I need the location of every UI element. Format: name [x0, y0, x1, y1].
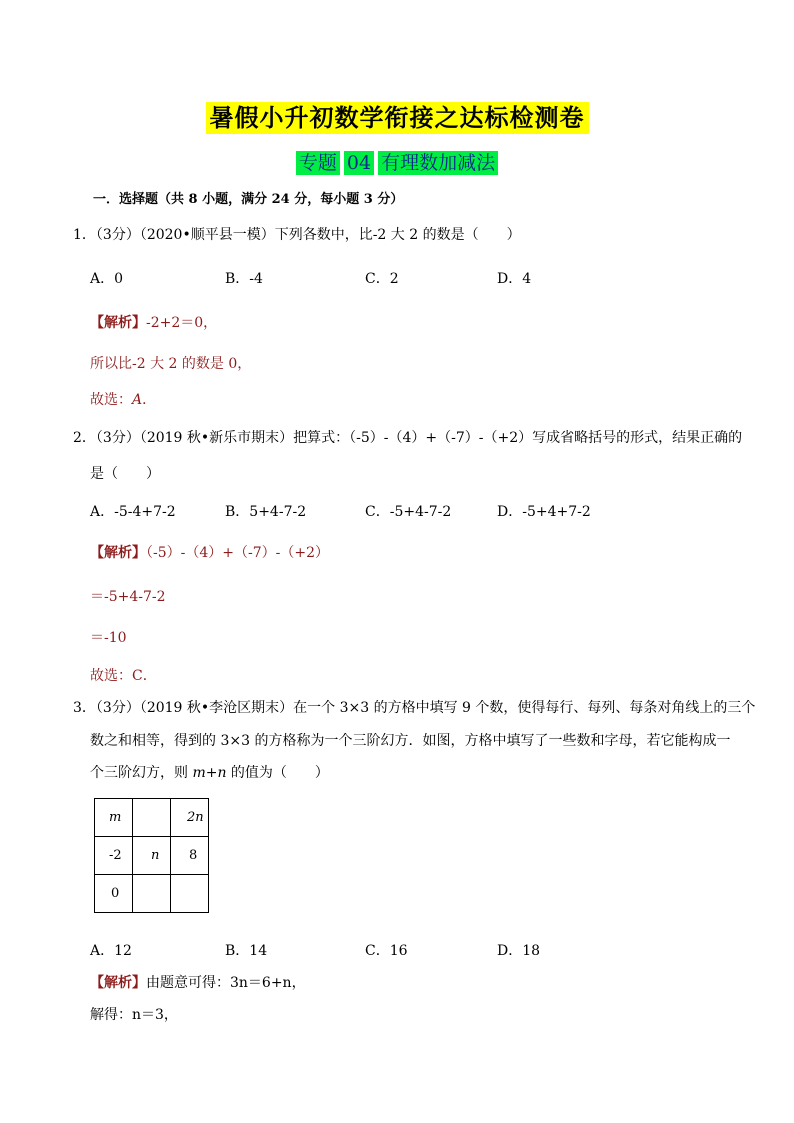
q1-option-d: D．4	[497, 271, 532, 287]
q3-stem-line3: 个三阶幻方，则 m+n 的值为（ ）	[90, 765, 329, 781]
q2-analysis-line3: ＝-10	[90, 630, 127, 646]
q2-analysis-line1: 【解析】（-5）-（4）+（-7）-（+2）	[90, 545, 330, 561]
q2-option-b: B．5+4-7-2	[225, 504, 307, 520]
subtitle-topic-number: 04	[344, 151, 374, 175]
grid-cell: m	[95, 799, 133, 837]
q1-analysis-line3: 故选：A．	[90, 392, 157, 408]
grid-row	[95, 799, 209, 837]
grid-cell	[133, 799, 171, 837]
grid-cell: n	[133, 837, 171, 875]
grid-row	[95, 837, 209, 875]
q3-option-a: A．12	[90, 943, 132, 959]
grid-cell: 2n	[171, 799, 209, 837]
q1-analysis-line1: 【解析】-2+2＝0，	[90, 315, 218, 331]
q2-analysis-line4: 故选：C．	[90, 668, 157, 684]
q1-stem: 1．（3分）（2020•顺平县一模）下列各数中，比-2 大 2 的数是（ ）	[73, 227, 521, 243]
page-subtitle	[0, 148, 794, 175]
q3-option-c: C．16	[365, 943, 408, 959]
grid-cell	[171, 875, 209, 913]
q2-option-d: D．-5+4+7-2	[497, 504, 591, 520]
grid-cell	[133, 875, 171, 913]
section-heading: 一．选择题（共 8 小题，满分 24 分，每小题 3 分）	[93, 192, 404, 207]
page-title: 暑假小升初数学衔接之达标检测卷	[0, 98, 794, 133]
q2-stem-line1: 2．（3分）（2019 秋•新乐市期末）把算式：（-5）-（4）+（-7）-（+2）写成省略括号的形式，结果正确的	[73, 430, 743, 446]
q1-analysis-line2: 所以比-2 大 2 的数是 0，	[90, 356, 252, 372]
q3-analysis-line1: 【解析】由题意可得：3n＝6+n，	[90, 975, 306, 991]
q3-analysis-line2: 解得：n＝3，	[90, 1007, 178, 1023]
q3-stem-line1: 3．（3分）（2019 秋•李沧区期末）在一个 3×3 的方格中填写 9 个数，使得每行、每列、每条对角线上的三个	[73, 700, 756, 716]
grid-cell: 8	[171, 837, 209, 875]
subtitle-topic-name: 有理数加减法	[378, 151, 498, 175]
q3-option-b: B．14	[225, 943, 268, 959]
q1-option-c: C．2	[365, 271, 399, 287]
q3-stem-line2: 数之和相等，得到的 3×3 的方格称为一个三阶幻方．如图，方格中填写了一些数和字母，若它能构成一	[90, 733, 731, 749]
grid-row	[95, 875, 209, 913]
grid-cell: 0	[95, 875, 133, 913]
magic-square-grid	[94, 798, 209, 913]
q2-stem-line2: 是（ ）	[90, 466, 160, 482]
grid-cell: -2	[95, 837, 133, 875]
q2-analysis-line2: ＝-5+4-7-2	[90, 589, 166, 605]
subtitle-topic-label: 专题	[296, 151, 340, 175]
q3-option-d: D．18	[497, 943, 541, 959]
q1-option-a: A．0	[90, 271, 124, 287]
q2-option-c: C．-5+4-7-2	[365, 504, 452, 520]
q1-option-b: B．-4	[225, 271, 263, 287]
q2-option-a: A．-5-4+7-2	[90, 504, 176, 520]
